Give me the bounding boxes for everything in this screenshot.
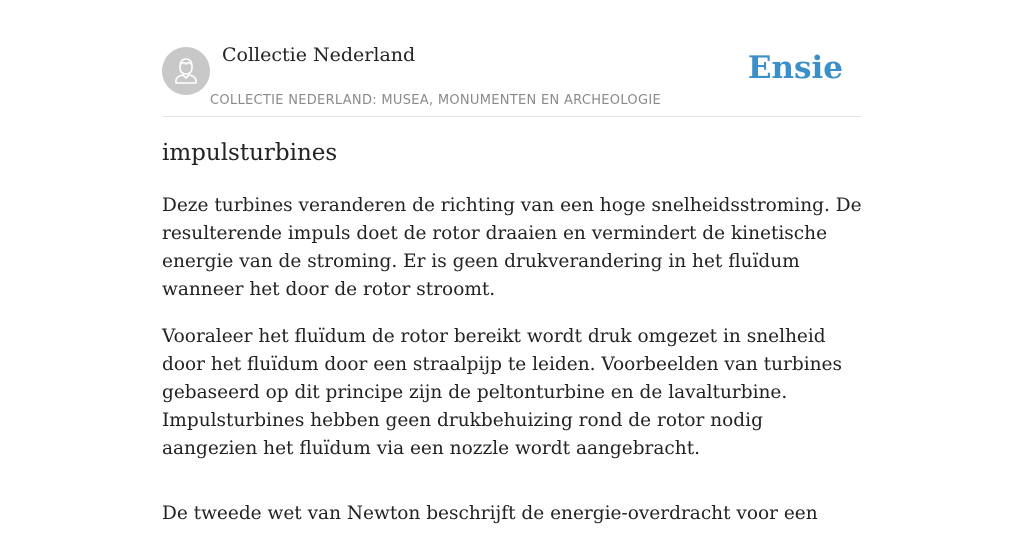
author-name[interactable]: Collectie Nederland bbox=[222, 44, 416, 66]
page-wrapper bbox=[162, 0, 862, 524]
ensie-logo[interactable]: Ensie bbox=[747, 50, 843, 86]
user-icon bbox=[162, 47, 210, 95]
source-subtitle[interactable]: COLLECTIE NEDERLAND: MUSEA, MONUMENTEN EN ARCHEOLOGIE bbox=[210, 93, 661, 108]
page-header bbox=[162, 0, 862, 117]
article-paragraph: De tweede wet van Newton beschrijft de energie-overdracht voor een bbox=[162, 503, 818, 524]
avatar[interactable] bbox=[162, 47, 210, 95]
article-body bbox=[162, 192, 862, 547]
article-paragraph: Deze turbines veranderen de richting van een hoge snelheidsstroming. De resulterende impuls doet de rotor draaien en vermindert de kinetische energie van de stroming. Er is geen drukverandering in het fluïdum wanneer het door de rotor stroomt. bbox=[162, 195, 862, 300]
page-title: impulsturbines bbox=[162, 140, 338, 166]
article-paragraph: Vooraleer het fluïdum de rotor bereikt wordt druk omgezet in snelheid door het fluïdum door een straalpijp te leiden. Voorbeelden van turbines gebaseerd op dit principe zijn de peltonturbine en de lavalturbine. Impulsturbines hebben geen drukbehuizing rond de rotor nodig aangezien het fluïdum via een nozzle wordt aangebracht. bbox=[162, 326, 842, 459]
